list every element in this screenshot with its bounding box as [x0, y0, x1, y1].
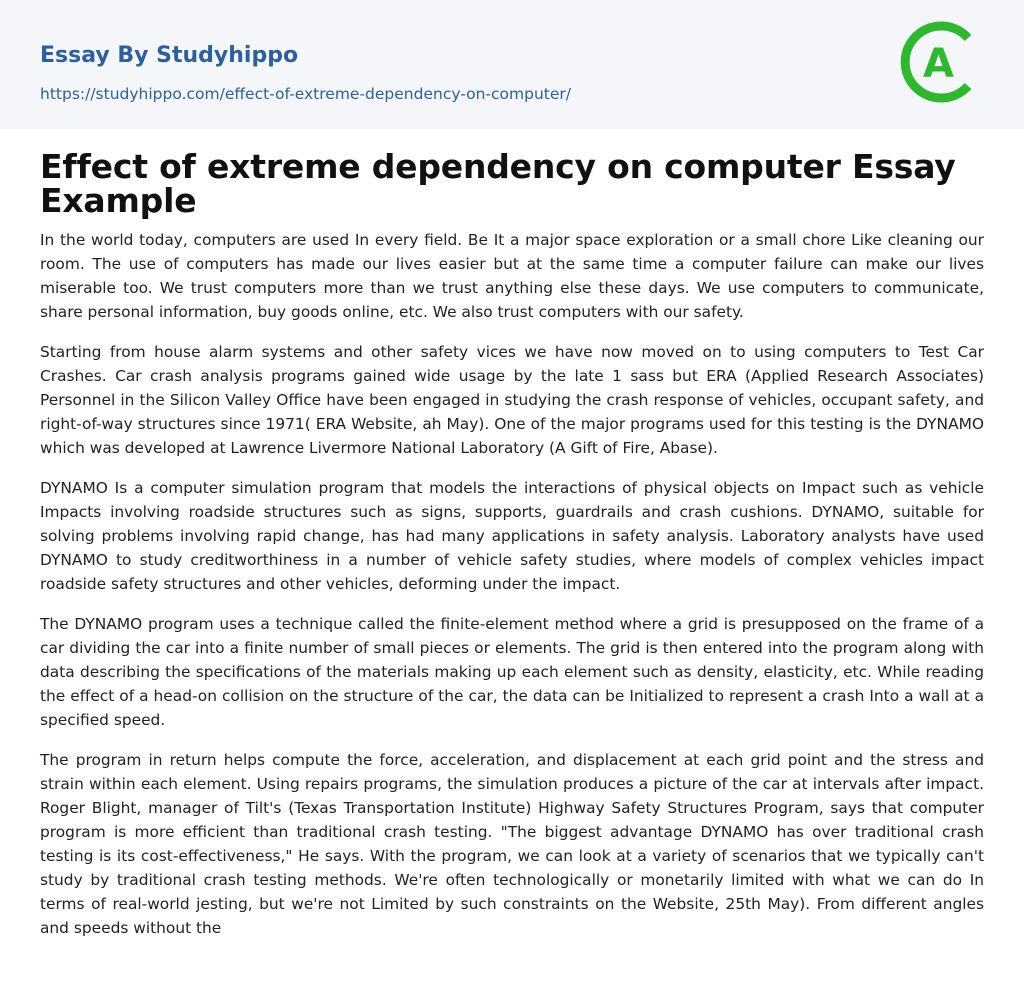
logo-letter: A — [923, 41, 954, 87]
site-header — [0, 0, 1024, 129]
studyhippo-logo-icon[interactable] — [898, 19, 984, 105]
paragraph-1: In the world today, computers are used In every field. Be It a major space exploration or a small chore Like cleaning our room. The use of computers has made our lives easier but at the same time a computer failure can make our lives miserable too. We trust computers more than we trust anything else these days. We use computers to communicate, share personal information, buy goods online, etc. We also trust computers with our safety. — [40, 231, 984, 321]
site-title[interactable]: Essay By Studyhippo — [40, 43, 299, 68]
article — [0, 147, 1024, 940]
paragraph-5: The program in return helps compute the force, acceleration, and displacement at each grid point and the stress and strain within each element. Using repairs programs, the simulation produces a picture of the car at intervals after impact. Roger Blight, manager of Tilt's (Texas Transportation Institute) Highway Safety Structures Program, says that computer program is more efficient than traditional crash testing. "The biggest advantage DYNAMO has over traditional crash testing is its cost-effectiveness," He says. With the program, we can look at a variety of scenarios that we typically can't study by traditional crash testing methods. We're often technologically or monetarily limited with what we can do In terms of real-world jesting, but we're not Limited by such constraints on the Website, 25th May). From different angles and speeds without the — [40, 751, 984, 937]
source-url-link[interactable]: https://studyhippo.com/effect-of-extreme-dependency-on-computer/ — [40, 85, 571, 103]
paragraph-3: DYNAMO Is a computer simulation program that models the interactions of physical objects on Impact such as vehicle Impacts involving roadside structures such as signs, supports, guardrails and crash cushions. DYNAMO, suitable for solving problems involving rapid change, has had many applications in safety analysis. Laboratory analysts have used DYNAMO to study creditworthiness in a number of vehicle safety studies, where models of complex vehicles impact roadside safety structures and other vehicles, deforming under the impact. — [40, 479, 984, 593]
paragraph-2: Starting from house alarm systems and other safety vices we have now moved on to using computers to Test Car Crashes. Car crash analysis programs gained wide usage by the late 1 sass but ERA (Applied Research Associates) Personnel in the Silicon Valley Office have been engaged in studying the crash response of vehicles, occupant safety, and right-of-way structures since 1971( ERA Website, ah May). One of the major programs used for this testing is the DYNAMO which was developed at Lawrence Livermore National Laboratory (A Gift of Fire, Abase). — [40, 343, 984, 457]
page-title: Effect of extreme dependency on computer Essay Example — [40, 147, 956, 220]
paragraph-4: The DYNAMO program uses a technique called the finite-element method where a grid is presupposed on the frame of a car dividing the car into a finite number of small pieces or elements. The grid is then entered into the program along with data describing the specifications of the materials making up each element such as density, elasticity, etc. While reading the effect of a head-on collision on the structure of the car, the data can be Initialized to represent a crash Into a wall at a specified speed. — [40, 615, 984, 729]
